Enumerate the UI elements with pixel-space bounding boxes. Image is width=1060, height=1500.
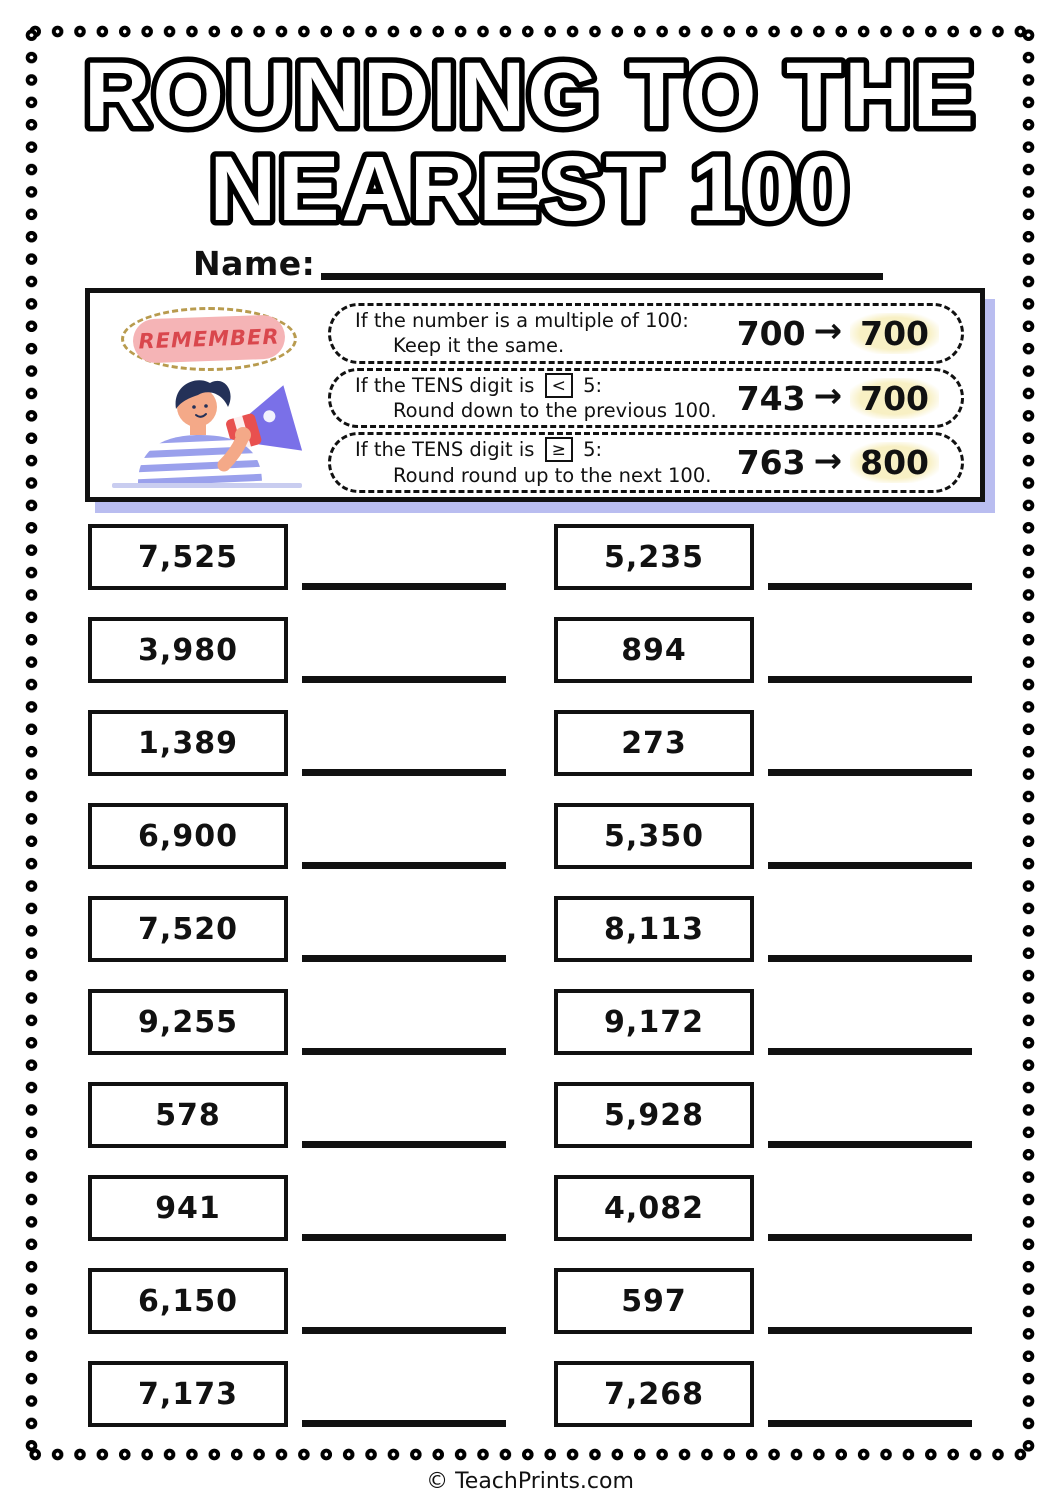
problem-number: 9,172 (604, 1004, 704, 1040)
rule2-text: If the TENS digit is (355, 373, 535, 397)
number-box (554, 803, 754, 869)
number-box (88, 896, 288, 962)
answer-line[interactable] (768, 1048, 972, 1055)
dotted-border-left (24, 24, 39, 1462)
problem-number: 7,268 (604, 1376, 704, 1412)
answer-line[interactable] (768, 1420, 972, 1427)
answer-line[interactable] (768, 1327, 972, 1334)
answer-line[interactable] (768, 676, 972, 683)
dotted-border-bottom (24, 1447, 1036, 1462)
problem-cell (88, 617, 506, 683)
problem-number: 9,255 (138, 1004, 238, 1040)
answer-line[interactable] (768, 769, 972, 776)
problem-number: 273 (621, 725, 687, 761)
number-box (88, 1361, 288, 1427)
problem-number: 8,113 (604, 911, 704, 947)
example-to: 700 (850, 378, 939, 419)
problem-cell (554, 896, 972, 962)
remember-badge (132, 314, 285, 363)
rule1-line2: Keep it the same. (393, 334, 565, 358)
rule3-text-suffix: 5: (583, 438, 603, 462)
number-box (554, 896, 754, 962)
answer-line[interactable] (768, 1234, 972, 1241)
rule1-example (737, 313, 939, 354)
problem-number: 597 (621, 1283, 687, 1319)
number-box (88, 710, 288, 776)
number-box (554, 1361, 754, 1427)
answer-line[interactable] (302, 862, 506, 869)
example-from: 743 (736, 378, 806, 418)
number-box (88, 803, 288, 869)
number-box (554, 710, 754, 776)
number-box (88, 1268, 288, 1334)
rule-tens-less-than-5 (328, 368, 964, 429)
number-box (88, 1175, 288, 1241)
answer-line[interactable] (768, 862, 972, 869)
title-art (25, 40, 1035, 236)
answer-line[interactable] (302, 1141, 506, 1148)
problem-number: 5,235 (604, 539, 704, 575)
problem-number: 5,350 (604, 818, 704, 854)
name-row (193, 236, 1060, 282)
number-box (554, 1082, 754, 1148)
problem-cell (88, 710, 506, 776)
problem-number: 1,389 (138, 725, 238, 761)
example-from: 700 (736, 313, 806, 353)
problem-number: 6,900 (138, 818, 238, 854)
problem-cell (88, 896, 506, 962)
problems-grid (88, 524, 972, 1427)
problem-cell (88, 1175, 506, 1241)
problem-cell (554, 989, 972, 1055)
example-to: 800 (850, 442, 939, 483)
problem-number: 894 (621, 632, 687, 668)
greater-equal-symbol: ≥ (545, 437, 573, 462)
rules-pane (328, 293, 980, 497)
number-box (88, 989, 288, 1055)
problem-cell (554, 803, 972, 869)
problem-cell (88, 1268, 506, 1334)
problem-number: 4,082 (604, 1190, 704, 1226)
answer-line[interactable] (768, 583, 972, 590)
answer-line[interactable] (302, 583, 506, 590)
number-box (88, 1082, 288, 1148)
answer-line[interactable] (302, 676, 506, 683)
name-input-line[interactable] (321, 273, 883, 280)
number-box (88, 617, 288, 683)
answer-line[interactable] (302, 1048, 506, 1055)
answer-line[interactable] (302, 1420, 506, 1427)
problem-cell (88, 803, 506, 869)
rule2-text-suffix: 5: (583, 373, 603, 397)
problem-cell (554, 1361, 972, 1427)
arrow-icon: → (813, 440, 843, 481)
rule3-line2: Round round up to the next 100. (393, 463, 712, 487)
dotted-border-top (24, 24, 1036, 39)
number-box (554, 989, 754, 1055)
megaphone-person-illustration (104, 373, 314, 493)
arrow-icon: → (813, 311, 843, 352)
number-box (88, 524, 288, 590)
answer-line[interactable] (768, 955, 972, 962)
problem-cell (554, 1082, 972, 1148)
rule-multiple-of-100 (328, 303, 964, 364)
page-title-line1: ROUNDING TO THE (83, 44, 977, 146)
page-title-line2: NEAREST 100 (209, 138, 851, 236)
example-from: 763 (736, 443, 806, 483)
problem-cell (88, 1082, 506, 1148)
remember-box (85, 288, 985, 502)
problem-cell (554, 524, 972, 590)
problem-number: 941 (155, 1190, 221, 1226)
problem-number: 7,520 (138, 911, 238, 947)
problem-cell (554, 1268, 972, 1334)
footer-credit: © TeachPrints.com (426, 1469, 634, 1494)
rule3-example (737, 442, 939, 483)
number-box (554, 1268, 754, 1334)
answer-line[interactable] (302, 955, 506, 962)
remember-badge-label: REMEMBER (138, 324, 280, 354)
problem-number: 7,173 (138, 1376, 238, 1412)
answer-line[interactable] (768, 1141, 972, 1148)
remember-badge-rays (121, 307, 297, 371)
problem-cell (554, 710, 972, 776)
arrow-icon: → (813, 376, 843, 417)
problem-number: 578 (155, 1097, 221, 1133)
problem-cell (88, 524, 506, 590)
number-box (554, 617, 754, 683)
problem-number: 5,928 (604, 1097, 704, 1133)
number-box (554, 1175, 754, 1241)
example-to: 700 (850, 313, 939, 354)
problem-number: 7,525 (138, 539, 238, 575)
number-box (554, 524, 754, 590)
rule-tens-greater-equal-5 (328, 432, 964, 493)
name-label: Name: (193, 244, 316, 283)
less-than-symbol: < (545, 373, 573, 398)
rule1-line1: If the number is a multiple of 100: (355, 309, 689, 332)
answer-line[interactable] (302, 769, 506, 776)
dotted-border-right (1021, 24, 1036, 1462)
problem-cell (554, 1175, 972, 1241)
rule2-example (737, 378, 939, 419)
answer-line[interactable] (302, 1327, 506, 1334)
problem-number: 6,150 (138, 1283, 238, 1319)
problem-cell (88, 1361, 506, 1427)
problem-cell (88, 989, 506, 1055)
remember-left-pane (90, 293, 328, 497)
problem-number: 3,980 (138, 632, 238, 668)
rule2-line2: Round down to the previous 100. (393, 399, 717, 423)
rule3-text: If the TENS digit is (355, 438, 535, 462)
problem-cell (554, 617, 972, 683)
answer-line[interactable] (302, 1234, 506, 1241)
